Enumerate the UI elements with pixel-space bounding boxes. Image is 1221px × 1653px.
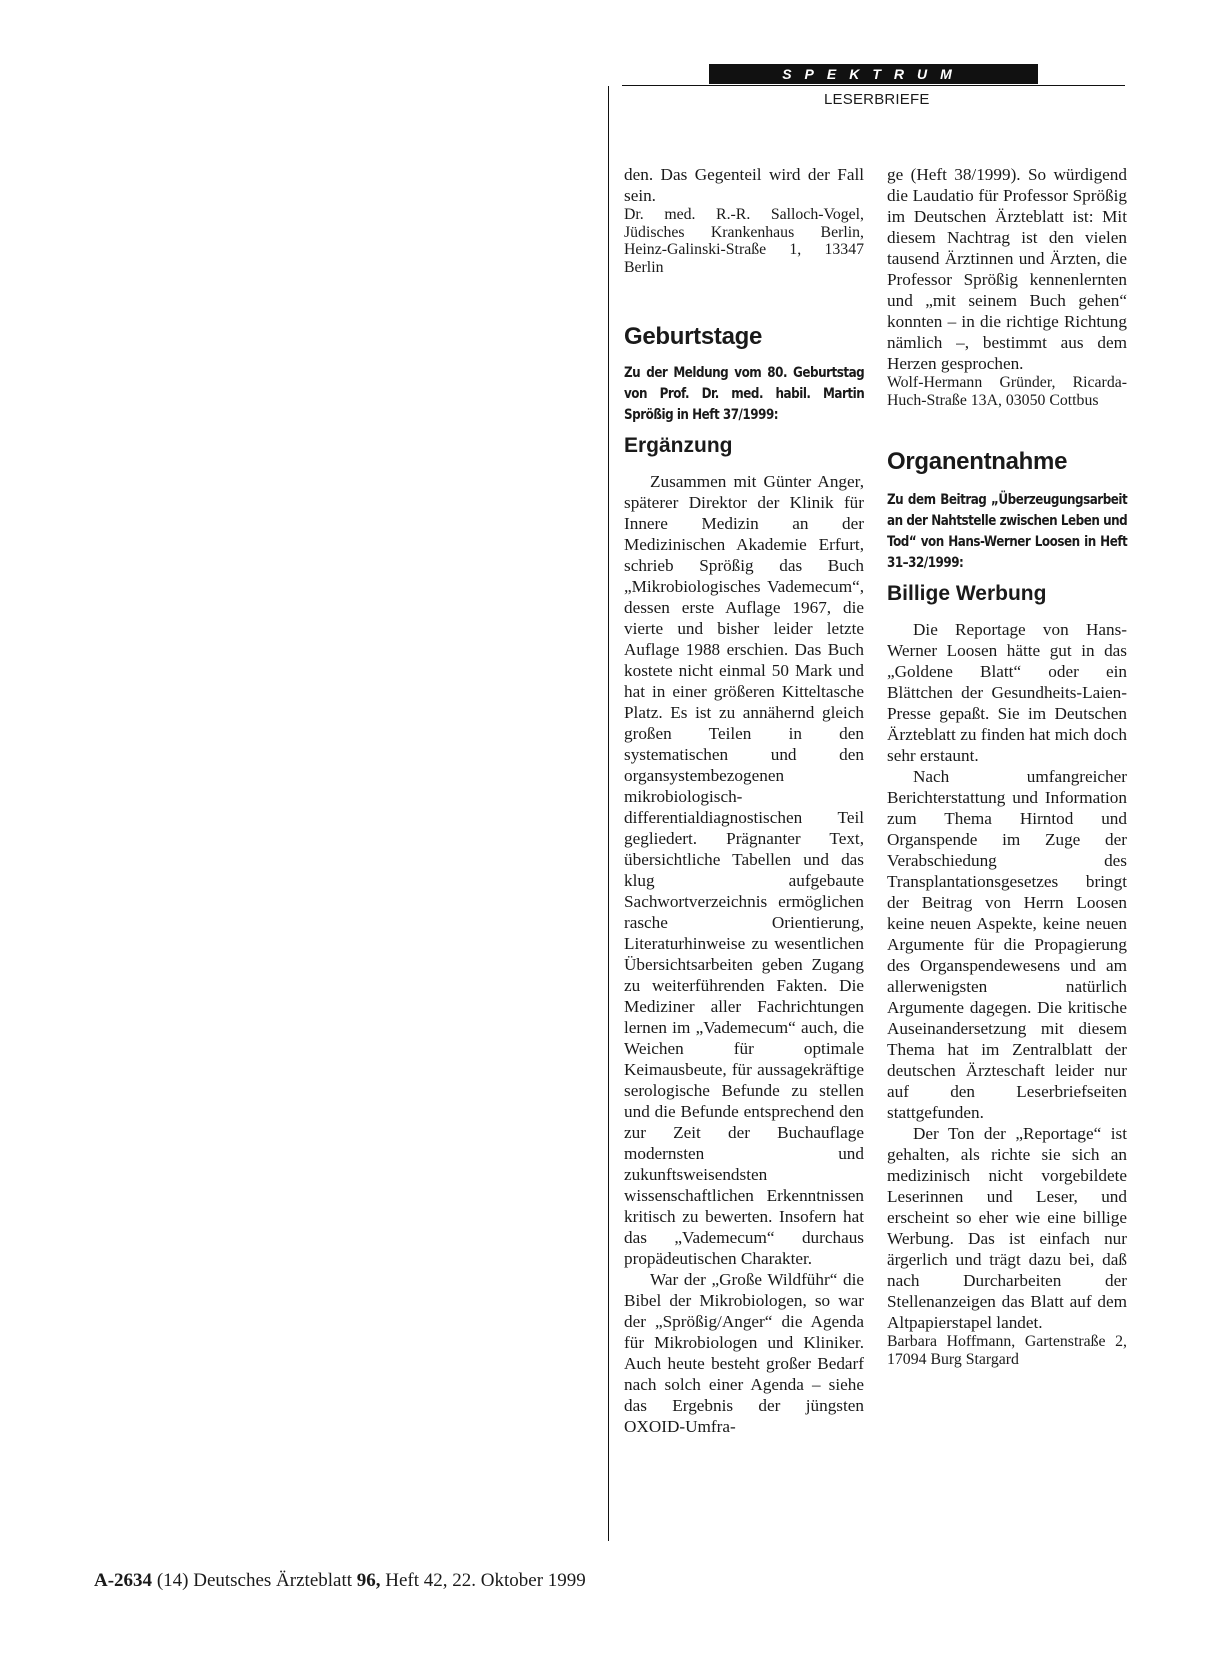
section-label: SPEKTRUM [709,64,1038,84]
topic-heading-geburtstage: Geburtstage [624,323,763,350]
letter-paragraph: Die Reportage von Hans-Werner Loosen hätte gut in das „Goldene Blatt“ oder ein Blättchen der Gesundheits-Laien-Presse gepaßt. Sie im Deutschen Ärzteblatt zu finden hat mich doch sehr erstaunt. [887,620,1127,765]
column-divider [608,86,609,1541]
letter-signature: Wolf-Hermann Gründer, Ricarda-Huch-Straße 13A, 03050 Cottbus [887,374,1127,409]
header-rule [622,85,1125,86]
journal-name: Deutsches Ärzteblatt [193,1570,353,1591]
letter-reference: Zu der Meldung vom 80. Geburtstag von Prof. Dr. med. habil. Martin Sprößig in Heft 37/1999: [624,364,865,423]
letter-continuation-text: den. Das Gegenteil wird der Fall sein. [624,165,864,205]
letter-paragraph: Der Ton der „Reportage“ ist gehalten, als richte sie sich an medizinisch nicht vorgebildete Leserinnen und Leser, und erscheint so eher wie eine billige Werbung. Das ist einfach nur ärgerlich und trägt dazu bei, daß nach Durcharbeiten der Stellenanzeigen das Blatt auf dem Altpapierstapel landet. [887,1124,1127,1332]
letter-signature: Dr. med. R.-R. Salloch-Vogel, Jüdisches Krankenhaus Berlin, Heinz-Galinski-Straße 1, 13347 Berlin [624,206,864,276]
right-column [887,164,1127,1368]
subsection-label: LESERBRIEFE [824,91,930,108]
letter-signature: Barbara Hoffmann, Gartenstraße 2, 17094 Burg Stargard [887,1333,1127,1368]
letter-paragraph: Nach umfangreicher Berichterstattung und Information zum Thema Hirntod und Organspende im Zuge der Verabschiedung des Transplantationsgesetzes bringt der Beitrag von Herrn Loosen keine neuen Aspekte, keine neuen Argumente für die Propagierung des Organspendewesens und am allerwenigsten natürlich Argumente dagegen. Die kritische Auseinandersetzung mit diesem Thema hat im Zentralblatt der deutschen Ärzteschaft leider nur auf den Leserbriefseiten stattgefunden. [887,767,1127,1122]
issue-info: Heft 42, 22. Oktober 1999 [385,1570,586,1591]
letter-reference: Zu dem Beitrag „Überzeugungsarbeit an der Nahtstelle zwischen Leben und Tod“ von Hans-Werner Loosen in Heft 31–32/1999: [887,491,1128,571]
page-footer [94,1570,586,1592]
letter-headline: Ergänzung [624,434,733,457]
letter-paragraph: ge (Heft 38/1999). So würdigend die Laudatio für Professor Sprößig im Deutschen Ärzteblatt ist: Mit diesem Nachtrag ist den vielen tausend Ärztinnen und Ärzten, die Professor Sprößig kennenlernten und „mit seinem Buch gehen“ konnten – in die richtige Richtung nämlich –, bestimmt aus dem Herzen gesprochen. [887,165,1127,373]
volume-number: 96, [356,1570,381,1591]
page-number: (14) [156,1570,189,1591]
letter-headline: Billige Werbung [887,582,1047,605]
page-code: A-2634 [94,1570,153,1591]
letter-paragraph: War der „Große Wildführ“ die Bibel der Mikrobiologen, so war der „Sprößig/Anger“ die Agenda für Mikrobiologen und Kliniker. Auch heute besteht großer Bedarf nach solch einer Agenda – siehe das Ergebnis der jüngsten OXOID-Umfra- [624,1270,864,1436]
letter-paragraph: Zusammen mit Günter Anger, späterer Direktor der Klinik für Innere Medizin an der Medizinischen Akademie Erfurt, schrieb Sprößig das Buch „Mikrobiologisches Vademecum“, dessen erste Auflage 1967, die vierte und bisher leider letzte Auflage 1988 erschien. Das Buch kostete nicht einmal 50 Mark und hat in einer größeren Kitteltasche Platz. Es ist zu annähernd gleich großen Teilen in den systematischen und den organsystembezogenen mikrobiologisch-differentialdiagnostischen Teil gegliedert. Prägnanter Text, übersichtliche Tabellen und das klug aufgebaute Sachwortverzeichnis ermöglichen rasche Orientierung, Literaturhinweise zu wesentlichen Übersichtsarbeiten geben Zugang zu weiterführenden Fakten. Die Mediziner aller Fachrichtungen lernen im „Vademecum“ auch, die Weichen für optimale Keimausbeute, für aussagekräftige serologische Befunde zu stellen und die Befunde entsprechend den zur Zeit der Buchauflage modernsten und zukunftsweisendsten wissenschaftlichen Erkenntnissen kritisch zu bewerten. Insofern hat das „Vademecum“ durchaus propädeutischen Charakter. [624,472,864,1268]
left-column [624,164,864,1437]
topic-heading-organentnahme: Organentnahme [887,448,1068,475]
